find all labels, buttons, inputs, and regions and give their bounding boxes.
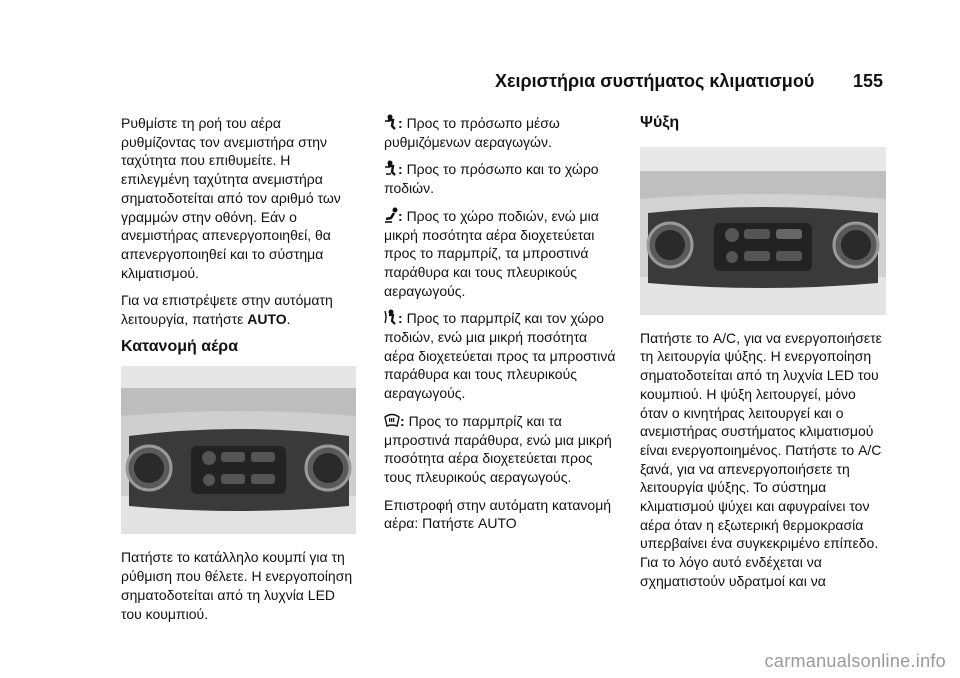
item-separator: : xyxy=(398,207,403,224)
item-text: Προς το παρμπρίζ και τον χώρο ποδιών, ενώ μια μικρή ποσότητα αέρα διοχετεύεται προς τα μπροστινά παράθυρα και τους πλευρικούς αεραγωγούς. xyxy=(384,310,616,402)
page-header xyxy=(495,71,883,99)
column-3 xyxy=(640,114,886,600)
section-heading-air-distribution: Κατανομή αέρα xyxy=(121,337,239,355)
paragraph-fan-speed: Ρυθμίστε τη ροή του αέρα ρυθμίζοντας τον ανεμιστήρα στην ταχύτητα που επιθυμείτε. Η επιλεγμένη ταχύτητα ανεμιστήρα σηματοδοτείται από τον αριθμό των γραμμών στην οθόνη. Εάν ο ανεμιστήρας απενεργοποιηθεί, θα απενεργοποιηθεί και το σύστημα κλιματισμού. xyxy=(121,115,341,281)
column-1 xyxy=(121,114,357,632)
paragraph-auto-distribution: Επιστροφή στην αυτόματη κατανομή αέρα: Πατήστε AUTO xyxy=(384,496,612,532)
section-heading-cooling: Ψύξη xyxy=(640,114,680,131)
distribution-item-defrost xyxy=(384,412,620,487)
page-number: 155 xyxy=(852,71,883,91)
distribution-item-face xyxy=(384,114,620,151)
column-2 xyxy=(384,114,620,542)
item-separator: : xyxy=(400,412,405,429)
item-text: Προς το παρμπρίζ και τα μπροστινά παράθυρα, ενώ μια μικρή ποσότητα αέρα διοχετεύεται προς τους πλευρικούς αεραγωγούς. xyxy=(384,412,612,485)
climate-panel-photo-2 xyxy=(640,147,886,315)
auto-label: AUTO xyxy=(247,311,287,328)
watermark: carmanualsonline.info xyxy=(764,651,946,671)
paragraph-press-button: Πατήστε το κατάλληλο κουμπί για τη ρύθμιση που θέλετε. Η ενεργοποίηση σηματοδοτείται από τη λυχνία LED του κουμπιού. xyxy=(121,549,353,622)
page-title: Χειριστήρια συστήματος κλιματισμού xyxy=(495,71,815,91)
floor-vent-icon xyxy=(384,207,398,223)
item-separator: : xyxy=(398,310,403,327)
face-floor-vent-icon xyxy=(384,160,398,176)
item-separator: : xyxy=(398,115,403,131)
item-separator: : xyxy=(398,161,403,178)
auto-return-text: Για να επιστρέψετε στην αυτόματη λειτουργία, πατήστε xyxy=(121,292,333,328)
defrost-icon xyxy=(384,412,400,428)
distribution-item-face-floor xyxy=(384,160,620,197)
climate-panel-photo-1 xyxy=(121,366,356,534)
paragraph-cooling: Πατήστε το A/C, για να ενεργοποιήσετε τη λειτουργία ψύξης. Η ενεργοποίηση σηματοδοτείται από τη λυχνία LED του κουμπιού. Η ψύξη λειτουργεί, μόνο όταν ο κινητήρας λειτουργεί και ο ανεμιστήρας συστήματος κλιματισμού είναι ενεργοποιημένος. Πατήστε το A/C ξανά, για να απενεργοποιήσετε τη λειτουργία ψύξης. Το σύστημα κλιματισμού ψύχει και αφυγραίνει τον αέρα όταν η εξωτερική θερμοκρασία υπερβαίνει ένα συγκεκριμένο επίπεδο. Για το λόγο αυτό ενδέχεται να σχηματιστούν υδρατμοί και να xyxy=(640,329,882,589)
paragraph-auto-return xyxy=(121,291,357,328)
distribution-item-windshield-floor xyxy=(384,309,620,403)
item-text: Προς το πρόσωπο και το χώρο ποδιών. xyxy=(384,161,599,197)
auto-return-period: . xyxy=(286,311,291,328)
distribution-item-floor xyxy=(384,207,620,301)
item-text: Προς το πρόσωπο μέσω ρυθμιζόμενων αεραγωγών. xyxy=(384,115,560,150)
windshield-floor-icon xyxy=(384,309,398,325)
item-text: Προς το χώρο ποδιών, ενώ μια μικρή ποσότητα αέρα διοχετεύεται προς το παρμπρίζ, τα μπροστινά παράθυρα και τους πλευρικούς αεραγωγούς. xyxy=(384,207,599,299)
face-vent-icon xyxy=(384,114,398,130)
